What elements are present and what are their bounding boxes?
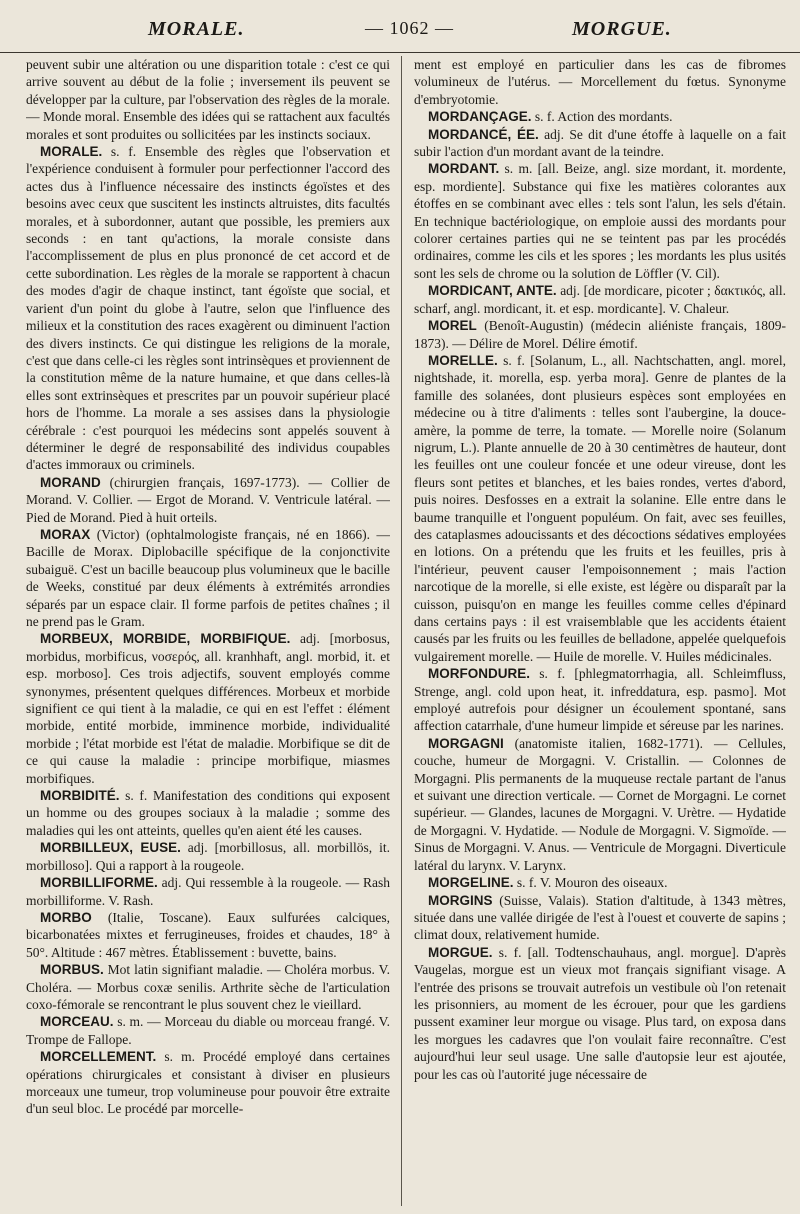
entry-text: s. m. Procédé employé dans certaines opérations chirurgicales et consistant à diviser en plusieurs morceaux une tumeur, trop volumineuse pour pouvoir être extraite d'un seul bloc. Le procédé par morcelle- <box>26 1049 390 1117</box>
entry-headword: MORDICANT, ANTE. <box>428 283 557 299</box>
dictionary-entry <box>414 160 786 282</box>
entry-headword: MORBILLIFORME. <box>40 875 158 891</box>
header-left-word: MORALE. <box>148 18 245 40</box>
entry-text: s. f. V. Mouron des oiseaux. <box>513 875 668 891</box>
entry-text: (Italie, Toscane). Eaux sulfurées calciques, bicarbonatées mixtes et ferrugineuses, froides et chaudes, 18° à 50°. Altitude : 467 mètres. Établissement : buvette, bains. <box>26 909 390 960</box>
dictionary-entry <box>414 56 786 108</box>
dictionary-entry <box>26 56 390 143</box>
dictionary-entry <box>26 1013 390 1048</box>
right-column <box>414 56 786 1206</box>
page-number: — 1062 — <box>365 18 454 38</box>
entry-headword: MORCEAU. <box>40 1014 114 1030</box>
entry-text: s. f. Action des mordants. <box>531 109 673 125</box>
entry-text: (chirurgien français, 1697-1773). — Collier de Morand. V. Collier. — Ergot de Morand. V. Ventricule latéral. — Pied de Morand. Pied à huit orteils. <box>26 474 390 525</box>
dictionary-entry <box>26 787 390 839</box>
entry-text: adj. [de mordicare, picoter ; δακτικός, all. scharf, angl. mordicant, it. et esp. mordicante]. V. Chaleur. <box>414 283 786 316</box>
entry-text: adj. Se dit d'une étoffe à laquelle on a fait subir l'action d'un mordant avant de la teindre. <box>414 126 786 160</box>
entry-headword: MORGAGNI <box>428 735 504 751</box>
entry-text: adj. Qui ressemble à la rougeole. — Rash morbilliforme. V. Rash. <box>26 875 390 908</box>
entry-headword: MORAX <box>40 526 91 542</box>
dictionary-entry <box>414 874 786 891</box>
left-column <box>26 56 390 1206</box>
entry-headword: MORBIDITÉ. <box>40 788 120 804</box>
entry-headword: MORFONDURE. <box>428 666 530 682</box>
entry-text: (Suisse, Valais). Station d'altitude, à 1343 mètres, située dans une vallée dirigée de l'est à l'ouest et couverte de sapins ; climat doux, relativement humide. <box>414 892 786 943</box>
dictionary-entry <box>26 526 390 630</box>
entry-headword: MORDANCÉ, ÉE. <box>428 126 539 142</box>
entry-text: (Benoît-Augustin) (médecin aliéniste français, 1809-1873). — Délire de Morel. Délire émotif. <box>414 318 786 351</box>
entry-headword: MORGINS <box>428 892 493 908</box>
entry-headword: MORCELLEMENT. <box>40 1049 157 1065</box>
entry-text: s. f. [Solanum, L., all. Nachtschatten, angl. morel, nightshade, it. morella, esp. yerba mora]. Genre de plantes de la famille des solanées, dont plusieurs espèces sont employées en médecine ou à titre d'aliments : telles sont l'aubergine, la douce-amère, la pomme de terre, la tomate. — Morelle noire (Solanum nigrum, L.). Plante annuelle de 20 à 30 centimètres de hauteur, dont les feuilles ont une couleur foncée et une odeur vireuse, dont les fleurs sont petites et blanches, et les baies rondes, vertes d'abord, puis noires. Desfosses en a extrait la solanine. Elle entre dans le baume tranquille et l'onguent populéum. On fait, avec ses feuilles, des cataplasmes adoucissants et des décoctions sédatives employées en lotions. On a prétendu que les fruits et les feuilles, pris à l'intérieur, peuvent causer l'empoisonnement ; mais l'action narcotique de la morelle, si elle existe, est légère ou disparaît par la cuisson, puisqu'on en mange les feuilles comme celles d'épinard dans certains pays : il est vraisemblable que les accidents étaient causés par les fruits ou les feuilles de belladone, appelée quelquefois vulgairement morelle. — Huile de morelle. V. Huiles médicinales. <box>414 352 786 664</box>
entry-headword: MORAND <box>40 474 101 490</box>
entry-headword: MOREL <box>428 318 477 334</box>
entry-headword: MORGELINE. <box>428 875 514 891</box>
dictionary-entry <box>414 735 786 874</box>
dictionary-entry <box>414 892 786 944</box>
entry-headword: MORBILLEUX, EUSE. <box>40 840 181 856</box>
entry-headword: MORDANT. <box>428 161 500 177</box>
entry-text: adj. [morbosus, morbidus, morbificus, νοσερός, all. kranhhaft, angl. morbid, it. et esp. morboso]. Ces trois adjectifs, souvent employés comme synonymes, présentent quelques différences. Morbeux et morbide signifient ce qui tient à la maladie, ce qui en est l'effet : élément morbide, entité morbide, imminence morbide, individualité morbide ; l'état morbide est l'état de maladie. Morbifique se dit de ce qui cause la maladie : principe morbifique, miasmes morbifiques. <box>26 631 390 786</box>
entry-headword: MORALE. <box>40 144 103 160</box>
entry-headword: MORBO <box>40 909 92 925</box>
column-divider <box>401 56 402 1206</box>
dictionary-entry <box>414 317 786 352</box>
entry-text: ment est employé en particulier dans les cas de fibromes volumineux de l'utérus. — Morcellement du fœtus. Synonyme d'embryotomie. <box>414 57 786 107</box>
entry-headword: MORDANÇAGE. <box>428 109 532 125</box>
dictionary-entry <box>414 944 786 1083</box>
entry-text: s. f. [all. Todtenschauhaus, angl. morgue]. D'après Vaugelas, morgue est un vieux mot français signifiant visage. A l'entrée des prisons se trouvait autrefois un vestibule où l'on retenait les prisonniers, au moment de les écrouer, pour que les gardiens pussent examiner leur morgue ou visage. Plus tard, on exposa dans les morgues les cadavres que l'on voulait faire reconnaître. C'est aujourd'hui leur seul usage. Une salle d'autopsie leur est ajoutée, pour les cas où l'autorité juge nécessaire de <box>414 944 786 1082</box>
dictionary-entry <box>414 352 786 665</box>
entry-text: adj. [morbillosus, all. morbillös, it. morbilloso]. Qui a rapport à la rougeole. <box>26 840 390 873</box>
entry-text: (anatomiste italien, 1682-1771). — Cellules, couche, humeur de Morgagni. V. Cristallin. — Colonnes de Morgagni. Plis permanents de la muqueuse rectale partant de l'anus et suivant une direction verticale. — Cornet de Morgagni. Le cornet supérieur. — Glandes, lacunes de Morgagni. V. Urètre. — Hydatide de Morgagni. V. Hydatide. — Nodule de Morgagni. V. Sigmoïde. — Sinus de Morgagni. V. Anus. — Ventricule de Morgagni. Diverticule latéral du larynx. V. Larynx. <box>414 735 786 873</box>
dictionary-entry <box>26 143 390 474</box>
dictionary-entry <box>414 282 786 317</box>
entry-text: Mot latin signifiant maladie. — Choléra morbus. V. Choléra. — Morbus coxæ senilis. Arthrite sèche de l'articulation coxo-fémorale se rencontrant le plus souvent chez le vieillard. <box>26 962 390 1012</box>
dictionary-entry <box>26 630 390 787</box>
entry-headword: MORELLE. <box>428 352 498 368</box>
dictionary-entry <box>26 874 390 909</box>
entry-headword: MORGUE. <box>428 944 493 960</box>
running-header <box>0 18 800 53</box>
entry-text: s. f. Ensemble des règles que l'observation et l'expérience conduisent à formuler pour perfectionner l'accord des actes dus à l'influence nécessaire des instincts égoïstes et des besoins avec ceux que suscitent les instincts altruistes, dits facultés morales, et à subordonner, autant que possible, les premiers aux seconds : en tant qu'actions, la morale consiste dans l'accomplissement de plus en plus prononcé de cet accord et de cette subordination. Les règles de la morale se rapportent à chacun des modes d'agir de chaque instinct, tant égoïste que social, et varient d'un point du globe à l'autre, selon que l'influence des milieux et la constitution des races exagèrent ou diminuent l'action des divers instincts. Ce qui distingue les religions de la morale, c'est que dans celle-ci les règles sont intrinsèques et proviennent de la constitution même de la nature humaine, et que dans celles-là elles sont extrinsèques et prescrites par un pouvoir supérieur placé hors de l'homme. La morale a ses assises dans la physiologie cérébrale : c'est pourquoi les médecins sont appelés souvent à déterminer le degré de responsabilité des individus coupables d'actes immoraux ou criminels. <box>26 144 390 473</box>
entry-text: s. f. Manifestation des conditions qui exposent un homme ou des groupes sociaux à la maladie ; somme des maladies qui les ont atteints, quelles qu'en aient été les causes. <box>26 788 390 838</box>
entry-headword: MORBUS. <box>40 962 104 978</box>
header-right-word: MORGUE. <box>572 18 672 40</box>
dictionary-entry <box>414 665 786 735</box>
dictionary-entry <box>26 1048 390 1118</box>
entry-text: s. m. — Morceau du diable ou morceau frangé. V. Trompe de Fallope. <box>26 1014 390 1047</box>
entry-text: (Victor) (ophtalmologiste français, né en 1866). — Bacille de Morax. Diplobacille spécifique de la conjonctivite subaiguë. C'est un bacille beaucoup plus volumineux que le bacille de Weeks, constitué par deux éléments à extrémités arrondies séparés par un espace clair. Il forme parfois de petites chaînes ; il ne prend pas le Gram. <box>26 526 390 629</box>
dictionary-entry <box>26 961 390 1013</box>
dictionary-entry <box>26 909 390 961</box>
dictionary-entry <box>26 839 390 874</box>
dictionary-entry <box>414 108 786 125</box>
entry-text: s. f. [phlegmatorrhagia, all. Schleimfluss, Strenge, angl. cold upon heat, it. infreddatura, esp. pasmo]. Mot employé autrefois pour désigner un écoulement spontané, sans affection catarrhale, d'une humeur limpide et séreuse par les narines. <box>414 666 786 734</box>
entry-text: s. m. [all. Beize, angl. size mordant, it. mordente, esp. mordiente]. Substance qui fixe les matières colorantes aux étoffes en se combinant avec elles : tels sont l'alun, les sels d'étain. En technique bactériologique, on emploie aussi des mordants pour colorer certaines parties qui ne se teintent pas par les procédés ordinaires, comme les cils et les spores ; les mordants les plus usités sont les sels de chrome ou la solution de Löffler (V. Cil). <box>414 161 786 281</box>
dictionary-entry <box>26 474 390 526</box>
dictionary-entry <box>414 126 786 161</box>
entry-text: peuvent subir une altération ou une disparition totale : c'est ce qui arrive souvent au début de la folie ; inversement ils peuvent se développer par la culture, par l'observation des règles de la morale. — Monde moral. Ensemble des idées qui se rattachent aux facultés morales et sont produites ou sollicitées par les instincts sociaux. <box>26 57 390 142</box>
entry-headword: MORBEUX, MORBIDE, MORBIFIQUE. <box>40 631 291 647</box>
